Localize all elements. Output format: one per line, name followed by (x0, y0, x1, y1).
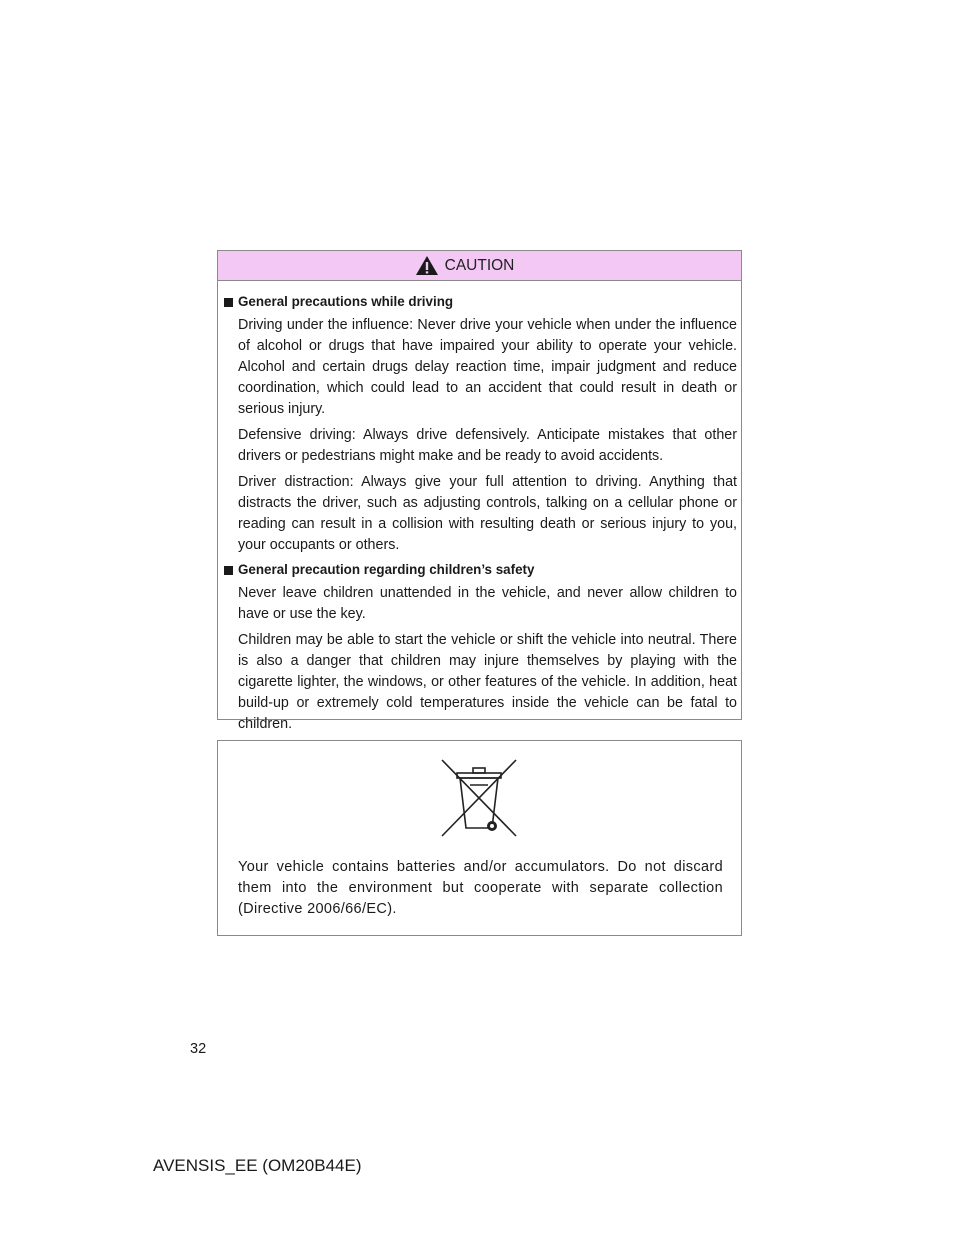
warning-icon (415, 255, 439, 276)
paragraph-children-dangers: Children may be able to start the vehicle or shift the vehicle into neutral. There is also a danger that children may injure themselves by playing with the cigarette lighter, the windows, or other features of the vehicle. In addition, heat build-up or extremely cold temperatures inside the vehicle can be fatal to children. (238, 632, 737, 732)
page-number: 32 (190, 1041, 207, 1057)
paragraph-children-unattended: Never leave children unattended in the vehicle, and never allow children to have or use the key. (238, 585, 737, 622)
disposal-text: Your vehicle contains batteries and/or accumulators. Do not discard them into the environment but cooperate with separate collection (Directive 2006/66/EC). (238, 859, 723, 917)
caution-body (218, 281, 741, 735)
bullet-square-icon (224, 298, 233, 307)
caution-header (218, 251, 741, 281)
section-heading-general-precautions: General precautions while driving (224, 293, 737, 311)
footer-document-code: AVENSIS_EE (OM20B44E) (153, 1156, 362, 1175)
bullet-square-icon (224, 566, 233, 575)
paragraph-driving-under-influence: Driving under the influence: Never drive your vehicle when under the influence of alcohol or drugs that have impaired your ability to operate your vehicle. Alcohol and certain drugs delay reaction time, impair judgment and reduce coordination, which could lead to an accident that could result in death or serious injury. (238, 317, 737, 417)
caution-box (217, 250, 742, 732)
disposal-notice-box (217, 740, 742, 936)
caution-title: CAUTION (444, 256, 515, 274)
paragraph-defensive-driving: Defensive driving: Always drive defensively. Anticipate mistakes that other drivers or pedestrians might make and be ready to avoid accidents. (238, 427, 737, 464)
paragraph-driver-distraction: Driver distraction: Always give your full attention to driving. Anything that distracts the driver, such as adjusting controls, talking on a cellular phone or reading can result in a collision with resulting death or serious injury to you, your occupants or others. (238, 474, 737, 553)
crossed-out-wheelie-bin-icon (440, 758, 518, 838)
section-heading-children-safety: General precaution regarding children’s safety (224, 561, 737, 579)
